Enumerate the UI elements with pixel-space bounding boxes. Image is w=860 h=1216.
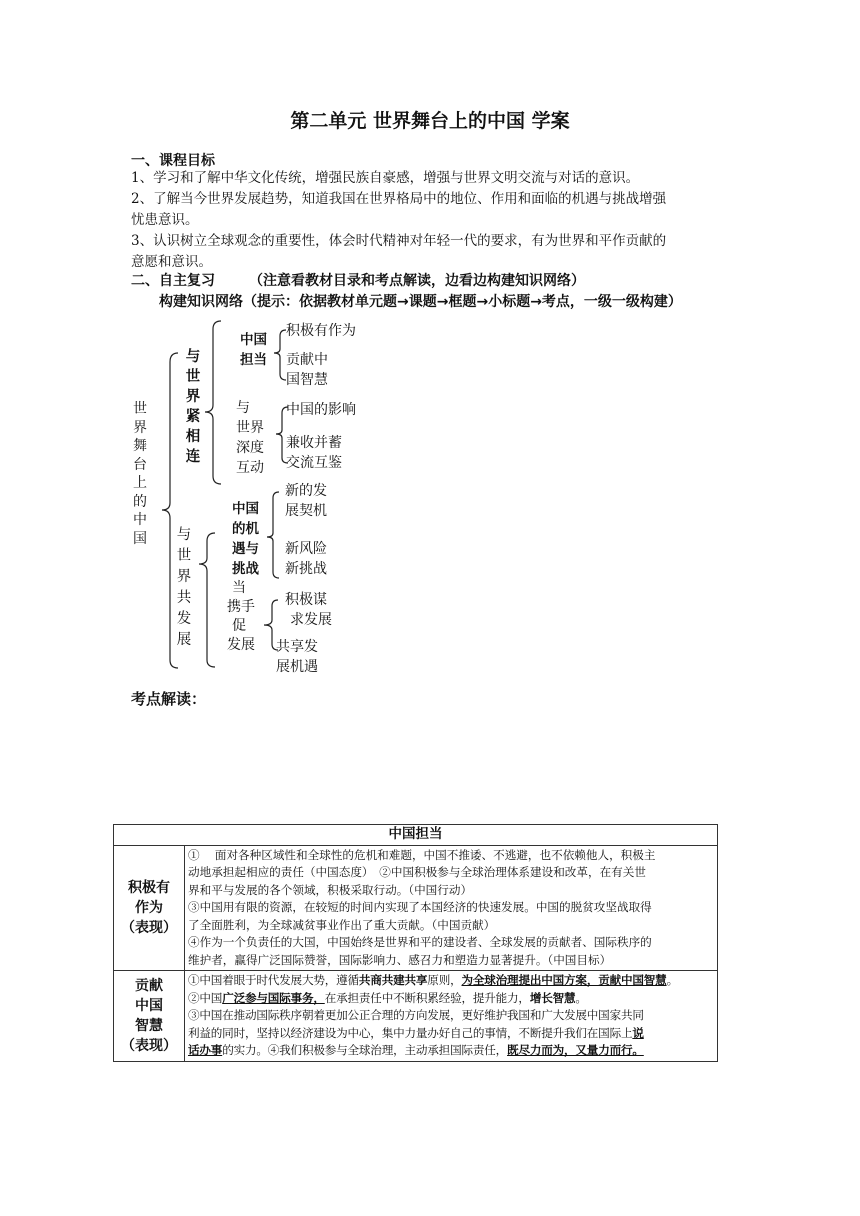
- leaf-active-action: 积极有作为: [286, 323, 356, 339]
- tree-branch-1: [183, 347, 203, 467]
- row-line: ③中国在推动国际秩序朝着更加公正合理的方向发展，更好维护我国和广大发展中国家共同: [188, 1008, 644, 1022]
- row-label-text: 智慧: [135, 1017, 163, 1034]
- leaf-text: 展契机: [285, 503, 327, 519]
- row-line: 动地承担起相应的责任（中国态度） ②中国积极参与全球治理体系建设和改革，在有关世: [188, 865, 646, 879]
- node-text: 与: [236, 400, 250, 416]
- row-label-text: 中国: [135, 997, 163, 1014]
- section-heading-review: 二、自主复习: [131, 273, 215, 289]
- text-run: 。: [666, 973, 678, 987]
- table-row: [114, 971, 718, 1062]
- tree-branch-2-text: 与世界共发展: [176, 527, 192, 648]
- node-text: 当: [232, 580, 246, 596]
- row-line: [188, 972, 714, 990]
- review-instruction: 构建知识网络（提示：依据教材单元题→课题→框题→小标题→考点，一级一级构建）: [159, 294, 682, 310]
- leaf-text: 兼收并蓄: [286, 435, 342, 451]
- section-heading-goals: 一、课程目标: [131, 153, 215, 169]
- leaf-text: 求发展: [290, 612, 332, 628]
- row-label-text: 贡献: [135, 977, 163, 994]
- leaf-contribute-wisdom: [286, 350, 328, 390]
- row-label-text: （表现）: [121, 919, 177, 936]
- row-line: ④作为一个负责任的大国，中国始终是世界和平的建设者、全球发展的贡献者、国际秩序的: [188, 935, 652, 949]
- tree-root-label: [131, 400, 149, 548]
- leaf-text: 新风险: [285, 541, 327, 557]
- row-line: [188, 1042, 714, 1060]
- underlined-text: 为全球治理提出中国方案，贡献中国智慧: [461, 973, 667, 987]
- row-content-active: [185, 845, 718, 971]
- node-text: 挑战: [232, 561, 259, 577]
- page-title: 第二单元 世界舞台上的中国 学案: [290, 110, 570, 132]
- row-label-active: [114, 845, 185, 971]
- text-run: 。: [575, 990, 587, 1005]
- underlined-text: 话办事: [188, 1043, 223, 1057]
- node-joint-development: [227, 579, 255, 655]
- row-line: [188, 1025, 714, 1043]
- leaf-china-influence: 中国的影响: [286, 402, 356, 418]
- leaf-text: 国智慧: [286, 372, 328, 388]
- node-zhongguo-dandang: [240, 330, 267, 370]
- goal-line: 忧患意识。: [131, 212, 199, 228]
- row-line: 界和平与发展的各个领域，积极采取行动。（中国行动）: [188, 882, 473, 897]
- leaf-seek-development: [285, 590, 332, 630]
- emphasis-text: 增长智慧: [529, 990, 576, 1005]
- table-header: 中国担当: [114, 825, 718, 846]
- text-run: 在承担责任中不断积累经验，提升能力，: [324, 990, 530, 1005]
- node-text: 中国: [240, 332, 267, 348]
- leaf-mutual-learning: [286, 433, 342, 473]
- row-line: 维护者，赢得广泛国际赞誉，国际影响力、感召力和塑造力显著提升。（中国目标）: [188, 952, 612, 967]
- underlined-text: 广泛参与国际事务，: [222, 990, 325, 1005]
- row-label-text: 积极有: [128, 879, 170, 896]
- leaf-text: 交流互鉴: [286, 455, 342, 471]
- review-note: （注意看教材目录和考点解读，边看边构建知识网络）: [249, 273, 585, 289]
- leaf-text: 积极谋: [285, 592, 327, 608]
- underlined-text: 既尽力而为，又量力而行。: [507, 1043, 644, 1057]
- tree-branch-2: [174, 525, 194, 651]
- row-label-wisdom: [114, 971, 185, 1062]
- text-run: ②中国: [188, 990, 223, 1005]
- leaf-text: 新的发: [285, 483, 327, 499]
- emphasis-text: 共商共建共享: [358, 973, 428, 987]
- node-text: 世界: [236, 420, 264, 436]
- goal-line: 3、认识树立全球观念的重要性，体会时代精神对年轻一代的要求，有为世界和平作贡献的: [131, 233, 667, 249]
- node-text: 中国: [232, 501, 259, 517]
- goal-line: 1、学习和了解中华文化传统，增强民族自豪感，增强与世界文明交流与对话的意识。: [131, 170, 640, 186]
- row-line: ③中国用有限的资源，在较短的时间内实现了本国经济的快速发展。中国的脱贫攻坚战取得: [188, 900, 652, 914]
- node-text: 互动: [236, 460, 264, 476]
- leaf-text: 新挑战: [285, 561, 327, 577]
- node-text: 担当: [240, 352, 267, 368]
- row-label-text: 作为: [135, 899, 163, 916]
- leaf-new-risk: [285, 539, 327, 579]
- leaf-text: 贡献中: [286, 352, 328, 368]
- node-text: 发展: [227, 637, 255, 653]
- underlined-text: 说: [632, 1025, 644, 1040]
- row-content-wisdom: [185, 971, 718, 1062]
- row-label-text: （表现）: [121, 1037, 177, 1054]
- node-text: 深度: [236, 440, 264, 456]
- row-line: [188, 990, 714, 1008]
- leaf-share-opportunity: [276, 637, 318, 677]
- text-run: 的实力。④我们积极参与全球治理，主动承担国际责任，: [222, 1043, 508, 1057]
- china-responsibility-table: [113, 824, 718, 1062]
- text-run: 原则，: [427, 973, 462, 987]
- node-deep-interaction: [236, 398, 264, 478]
- leaf-new-opportunity: [285, 481, 327, 521]
- row-line: ① 面对各种区域性和全球性的危机和难题，中国不推诿、不逃避，也不依赖他人，积极主: [188, 847, 656, 862]
- leaf-text: 展机遇: [276, 659, 318, 675]
- node-text: 促: [232, 618, 246, 634]
- kaodian-heading: 考点解读：: [131, 690, 207, 708]
- tree-branch-1-text: 与世界紧相连: [185, 349, 201, 465]
- row-line: 了全面胜利，为全球减贫事业作出了重大贡献。（中国贡献）: [188, 917, 496, 932]
- goal-line: 意愿和意识。: [131, 254, 212, 270]
- node-text: 携手: [227, 599, 255, 615]
- table-header-row: [114, 825, 718, 846]
- tree-root-text: 世界舞台上的中国: [133, 401, 147, 547]
- node-text: 的机: [232, 521, 259, 537]
- node-opportunity-challenge: [232, 499, 259, 579]
- node-text: 遇与: [232, 541, 259, 557]
- goal-line: 2、了解当今世界发展趋势，知道我国在世界格局中的地位、作用和面临的机遇与挑战增强: [131, 191, 667, 207]
- text-run: 利益的同时，坚持以经济建设为中心，集中力量办好自己的事情，不断提升我们在国际上: [188, 1025, 633, 1040]
- leaf-text: 共享发: [276, 639, 318, 655]
- table-row: [114, 845, 718, 971]
- text-run: ①中国着眼于时代发展大势，遵循: [188, 973, 359, 987]
